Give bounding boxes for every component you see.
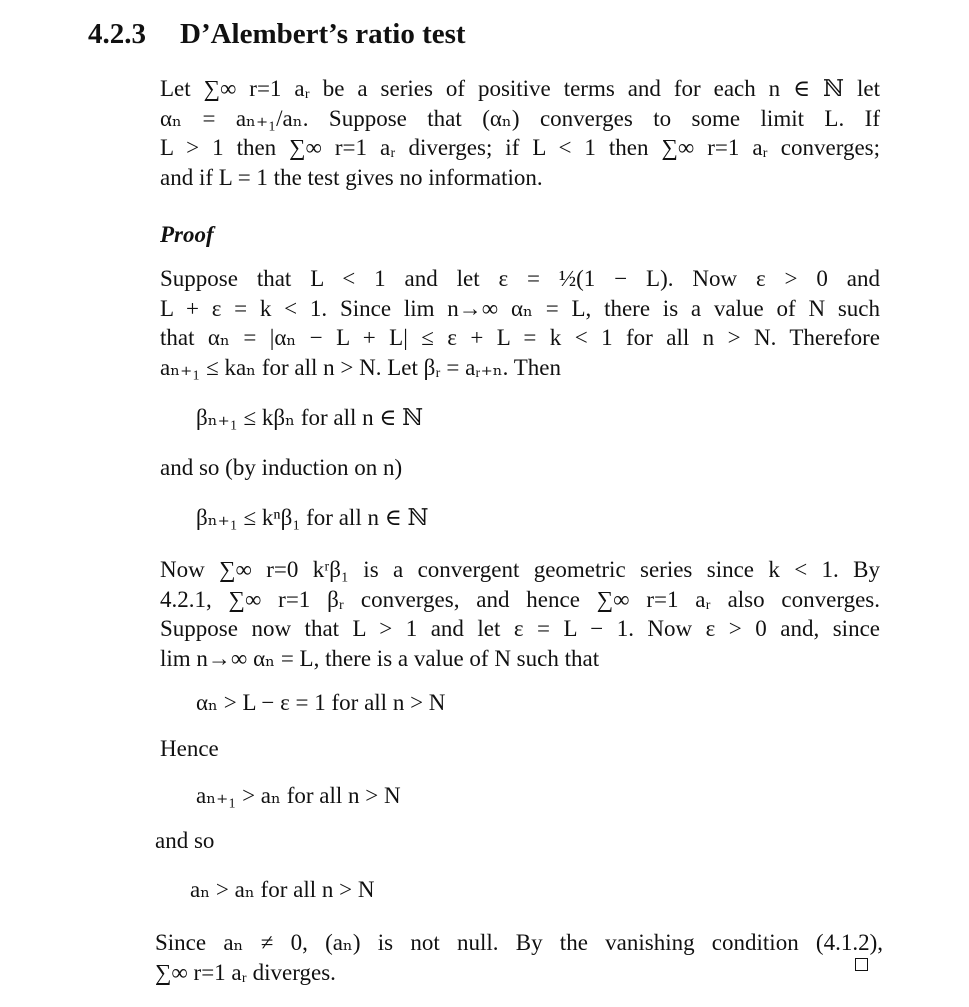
proof-line: ∑∞ r=1 aᵣ diverges.: [155, 959, 336, 985]
induction-text: and so (by induction on n): [160, 455, 403, 480]
theorem-statement: [160, 74, 880, 192]
proof-line: Suppose that L < 1 and let ε = ½(1 − L). Now ε > 0 and: [160, 266, 880, 291]
display-equation-1: βₙ₊₁ ≤ kβₙ for all n ∈ ℕ: [196, 405, 424, 430]
theorem-line: L > 1 then ∑∞ r=1 aᵣ diverges; if L < 1 then ∑∞ r=1 aᵣ converges;: [160, 135, 880, 160]
section-title: D’Alembert’s ratio test: [180, 18, 466, 50]
proof-line: L + ε = k < 1. Since lim n→∞ αₙ = L, there is a value of N such: [160, 295, 880, 321]
proof-line: Suppose now that L > 1 and let ε = L − 1. Now ε > 0 and, since: [160, 616, 880, 641]
theorem-line: αₙ = aₙ₊₁/aₙ. Suppose that (αₙ) converges to some limit L. If: [160, 105, 880, 131]
section-number: 4.2.3: [88, 18, 146, 50]
display-equation-2: βₙ₊₁ ≤ kⁿβ₁ for all n ∈ ℕ: [196, 505, 429, 530]
theorem-line: and if L = 1 the test gives no information.: [160, 164, 543, 190]
proof-paragraph-2: [160, 555, 880, 673]
proof-line: Since aₙ ≠ 0, (aₙ) is not null. By the vanishing condition (4.1.2),: [155, 930, 883, 955]
and-so-text: and so: [155, 828, 215, 853]
proof-line: aₙ₊₁ ≤ kaₙ for all n > N. Let βᵣ = aᵣ₊ₙ. Then: [160, 354, 562, 380]
qed-box-icon: [855, 958, 868, 971]
section-heading: [88, 18, 466, 51]
proof-line: 4.2.1, ∑∞ r=1 βᵣ converges, and hence ∑∞ r=1 aᵣ also converges.: [160, 586, 880, 612]
display-equation-5: aₙ > aₙ for all n > N: [190, 877, 375, 902]
display-equation-4: aₙ₊₁ > aₙ for all n > N: [196, 783, 401, 808]
display-equation-3: αₙ > L − ε = 1 for all n > N: [196, 690, 446, 715]
theorem-line: Let ∑∞ r=1 aᵣ be a series of positive terms and for each n ∈ ℕ let: [160, 76, 880, 101]
hence-text: Hence: [160, 736, 219, 761]
proof-line: Now ∑∞ r=0 kʳβ₁ is a convergent geometric series since k < 1. By: [160, 557, 880, 582]
proof-line: lim n→∞ αₙ = L, there is a value of N such that: [160, 645, 600, 671]
proof-label: Proof: [160, 222, 214, 247]
proof-paragraph-3: [155, 928, 883, 987]
proof-line: that αₙ = |αₙ − L + L| ≤ ε + L = k < 1 for all n > N. Therefore: [160, 325, 880, 350]
proof-paragraph-1: [160, 264, 880, 382]
